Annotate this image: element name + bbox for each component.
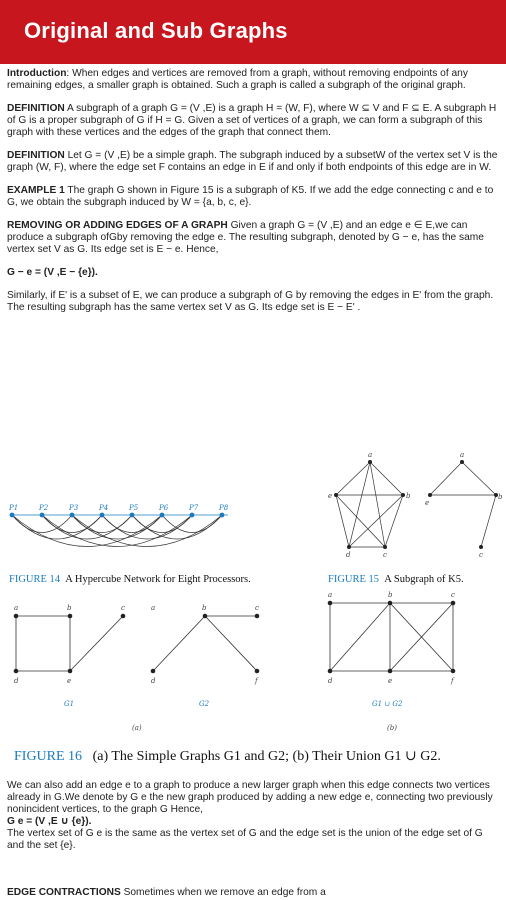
removing-edges <box>7 220 501 256</box>
svg-text:e: e <box>328 492 333 500</box>
def1-text: A subgraph of a graph G = (V ,E) is a graph H = (W, F), where W ⊆ V and F ⊆ E. A subgraph H of G is a proper subgraph of G if H = G. Given a set of vertices of a graph, we can form a subgraph of this graph with these vertices and the edges of the graph that connect them. <box>7 103 497 138</box>
svg-text:P3: P3 <box>69 504 79 512</box>
svg-text:P6: P6 <box>159 504 169 512</box>
figure-16-part-b: (b) <box>387 724 397 732</box>
svg-text:P1: P1 <box>9 504 19 512</box>
svg-text:G2: G2 <box>199 700 210 708</box>
figure-16-g2 <box>153 616 257 671</box>
figure-16-union-labels <box>328 591 455 708</box>
figure-14-text: A Hypercube Network for Eight Processors. <box>65 574 251 585</box>
definition-induced <box>7 150 501 174</box>
contractions-text: Sometimes when we remove an edge from a <box>120 887 326 898</box>
intro-text: : When edges and vertices are removed from a graph, without removing endpoints of any remaining edges, a smaller graph is obtained. Such a graph is called a subgraph of the original graph. <box>7 68 468 91</box>
svg-text:b: b <box>67 604 72 612</box>
svg-text:b: b <box>388 591 393 599</box>
svg-text:a: a <box>328 591 333 599</box>
formula-add-edge: G e = (V ,E ∪ {e}). <box>7 816 92 827</box>
svg-text:b: b <box>202 604 207 612</box>
def1-lead: DEFINITION <box>7 103 65 114</box>
svg-text:P7: P7 <box>189 504 199 512</box>
figure-16-union-nodes <box>328 601 456 674</box>
svg-text:c: c <box>121 604 125 612</box>
figure-14-graph <box>12 515 228 547</box>
svg-text:b: b <box>406 492 411 500</box>
svg-text:e: e <box>388 677 393 685</box>
svg-text:P4: P4 <box>99 504 109 512</box>
adding-edges: We can also add an edge e to a graph to produce a new larger graph when this edge connects two vertices already in G.We denote by G e the new graph produced by adding a new edge e, connecting two previously nonincident vertices, to the graph G Hence, <box>7 780 493 815</box>
example1-lead: EXAMPLE 1 <box>7 185 65 196</box>
figure-14-number: FIGURE 14 <box>9 574 61 585</box>
svg-text:f: f <box>451 677 454 685</box>
figure-16-g1-labels <box>14 604 125 708</box>
svg-text:c: c <box>451 591 455 599</box>
svg-text:f: f <box>255 677 258 685</box>
figure-15-caption <box>328 574 464 585</box>
app-bar <box>0 0 506 64</box>
figure-16-part-a: (a) <box>132 724 142 732</box>
removing-lead: REMOVING OR ADDING EDGES OF A GRAPH <box>7 220 228 231</box>
example1-text: The graph G shown in Figure 15 is a subgraph of K5. If we add the edge connecting c and e to G, we obtain the subgraph induced by W = {a, b, c, e}. <box>7 185 494 208</box>
def2-lead: DEFINITION <box>7 150 65 161</box>
svg-text:a: a <box>151 604 156 612</box>
def2-text: Let G = (V ,E) be a simple graph. The subgraph induced by a subsetW of the vertex set V is the graph (W, F), where the edge set F contains an edge in E if and only if both endpoints of this edge are in W. <box>7 150 498 173</box>
figures-svg <box>0 438 506 778</box>
svg-text:c: c <box>383 551 387 559</box>
figure-14-labels <box>8 504 229 512</box>
svg-text:b: b <box>498 493 503 501</box>
svg-text:a: a <box>14 604 19 612</box>
intro-paragraph <box>7 68 501 92</box>
svg-text:d: d <box>151 677 156 685</box>
svg-text:a: a <box>460 451 465 459</box>
definition-subgraph <box>7 103 501 139</box>
figure-14-caption <box>9 574 251 585</box>
svg-text:d: d <box>346 551 351 559</box>
vertex-set-paragraph: The vertex set of G e is the same as the vertex set of G and the edge set is the union of the edge set of G and the set {e}. <box>7 828 483 851</box>
figure-16-g1 <box>16 616 123 671</box>
removing-text: Given a graph G = (V ,E) and an edge e ∈ E,we can produce a subgraph ofGby removing the edge e. The resulting subgraph, denoted by G − e, has the same vertex set V as G. Its edge set is E − e. Hence, <box>7 220 484 255</box>
figure-15-text: A Subgraph of K5. <box>384 574 464 585</box>
edge-contractions-paragraph <box>7 887 326 898</box>
figure-15-k5-labels <box>328 451 411 559</box>
intro-lead: Introduction <box>7 68 67 79</box>
svg-text:d: d <box>14 677 19 685</box>
figure-16-text: (a) The Simple Graphs G1 and G2; (b) Their Union G1 ∪ G2. <box>92 749 441 764</box>
figures <box>0 438 506 778</box>
example-1 <box>7 185 501 209</box>
figure-15-k5 <box>336 462 403 547</box>
svg-text:c: c <box>479 551 483 559</box>
similarly-paragraph: Similarly, if E' is a subset of E, we can produce a subgraph of G by removing the edges in E' from the graph. The resulting subgraph has the same vertex set V as G. Its edge set is E − E' . <box>7 290 494 313</box>
contractions-lead: EDGE CONTRACTIONS <box>7 887 121 898</box>
figure-15-subgraph <box>430 462 496 547</box>
figure-16-number: FIGURE 16 <box>14 749 83 764</box>
svg-text:P2: P2 <box>39 504 49 512</box>
figure-15-number: FIGURE 15 <box>328 574 380 585</box>
svg-text:d: d <box>328 677 333 685</box>
figure-16-caption <box>14 748 441 765</box>
svg-text:P5: P5 <box>129 504 139 512</box>
svg-text:c: c <box>255 604 259 612</box>
svg-text:P8: P8 <box>219 504 229 512</box>
article-body <box>7 68 501 325</box>
figure-15-sub-labels <box>425 451 503 559</box>
figure-15-sub-nodes <box>428 460 498 549</box>
svg-text:G1 ∪ G2: G1 ∪ G2 <box>372 700 403 708</box>
svg-text:e: e <box>67 677 72 685</box>
formula-remove-edge: G − e = (V ,E − {e}). <box>7 267 98 278</box>
page-title: Original and Sub Graphs <box>24 18 288 43</box>
article-body-continued <box>7 780 501 863</box>
svg-text:e: e <box>425 499 430 507</box>
svg-text:G1: G1 <box>64 700 75 708</box>
figure-16-g2-nodes <box>151 614 260 674</box>
svg-text:a: a <box>368 451 373 459</box>
figure-16-g1-nodes <box>14 614 126 674</box>
figure-16-union <box>330 603 453 671</box>
